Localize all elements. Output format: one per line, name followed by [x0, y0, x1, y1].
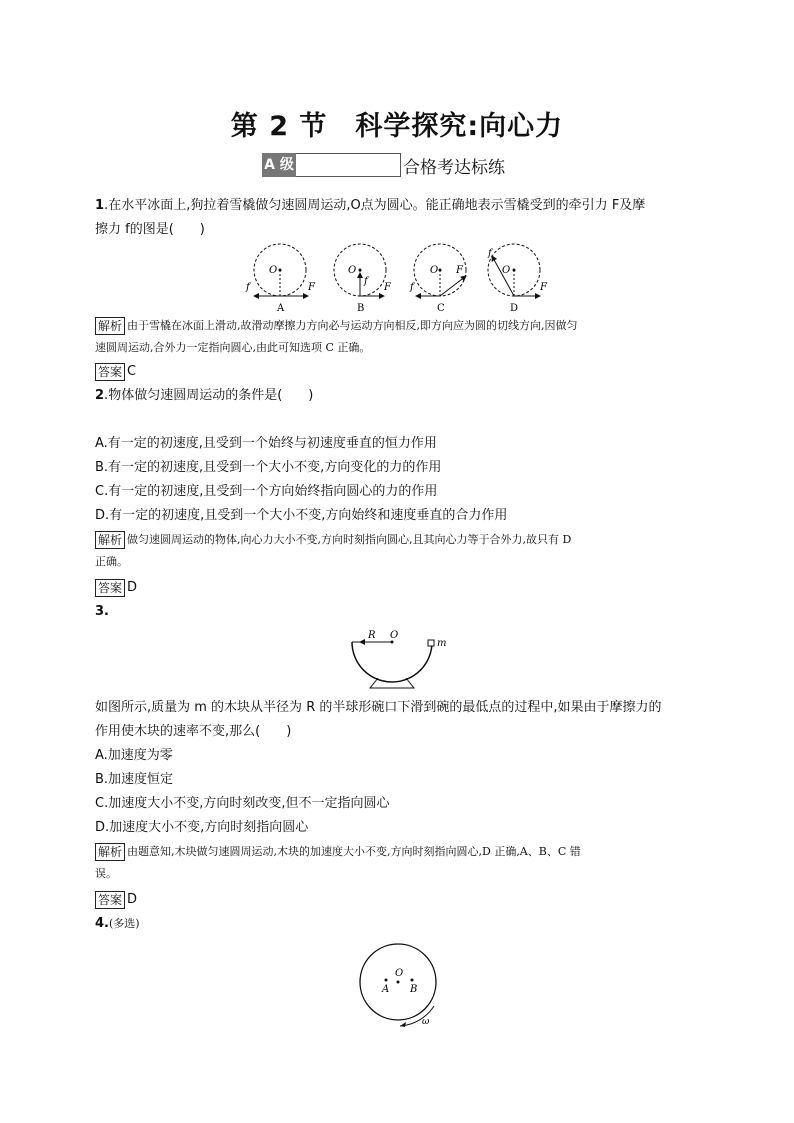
q2-analysis-line2: 正确。 — [95, 555, 128, 568]
q1-stem-line1: 1.在水平冰面上,狗拉着雪橇做匀速圆周运动,O点为圆心。能正确地表示雪橇受到的牵引力 F及摩 — [95, 198, 646, 213]
svg-text:C: C — [437, 303, 445, 314]
svg-text:O: O — [395, 968, 404, 979]
q1-stem-line2: 擦力 f的图是( ) — [95, 222, 205, 237]
svg-text:A: A — [277, 303, 285, 314]
analysis-tag: 解析 — [95, 317, 125, 335]
q3-stem-line1: 如图所示,质量为 m 的木块从半径为 R 的半球形碗口下滑到碗的最低点的过程中,如果由于摩擦力的 — [95, 700, 662, 715]
q3-analysis-line1: 解析 由题意知,木块做匀速圆周运动,木块的加速度大小不变,方向时刻指向圆心,D 正确,A、B、C 错 — [95, 842, 705, 862]
q1-answer: 答案 C — [95, 360, 705, 384]
q2-stem: 2.物体做匀速圆周运动的条件是( ) — [95, 388, 314, 403]
q2-option-a: A.有一定的初速度,且受到一个始终与初速度垂直的恒力作用 — [95, 436, 437, 451]
svg-text:O: O — [269, 265, 278, 276]
q3-option-d: D.加速度大小不变,方向时刻指向圆心 — [95, 820, 309, 835]
svg-text:O: O — [348, 265, 357, 276]
q3-stem-line2: 作用使木块的速率不变,那么( ) — [95, 724, 292, 739]
svg-text:O: O — [430, 265, 439, 276]
svg-text:B: B — [410, 984, 418, 995]
svg-text:R: R — [368, 630, 376, 641]
q1-option-b-diagram — [334, 244, 392, 314]
q3-analysis-line2: 误。 — [95, 867, 117, 880]
svg-text:f: f — [246, 282, 250, 293]
analysis-tag: 解析 — [95, 843, 125, 861]
svg-text:O: O — [390, 630, 399, 641]
q1-option-d-diagram — [487, 244, 548, 314]
q1-analysis-line1: 解析 由于雪橇在冰面上滑动,故滑动摩擦力方向必与运动方向相反,即方向应为圆的切线方向,因做匀 — [95, 316, 705, 336]
svg-text:m: m — [437, 638, 447, 649]
q2-option-c: C.有一定的初速度,且受到一个方向始终指向圆心的力的作用 — [95, 484, 438, 499]
level-badge: A 级 — [262, 153, 296, 177]
q3-bowl-figure — [348, 624, 448, 692]
level-name: 合格考达标练 — [403, 157, 505, 178]
q3-answer: 答案 D — [95, 888, 705, 912]
svg-text:D: D — [510, 303, 519, 314]
svg-text:A: A — [382, 984, 390, 995]
q2-option-d: D.有一定的初速度,且受到一个大小不变,方向始终和速度垂直的合力作用 — [95, 508, 508, 523]
page-title: 第 2 节 科学探究:向心力 — [230, 111, 564, 142]
svg-text:F: F — [456, 265, 463, 276]
answer-tag: 答案 — [95, 891, 125, 909]
q2-number: 2 — [95, 388, 105, 403]
answer-tag: 答案 — [95, 579, 125, 597]
level-blank-box — [296, 153, 401, 177]
q2-analysis-line1: 解析 做匀速圆周运动的物体,向心力大小不变,方向时刻指向圆心,且其向心力等于合外力,故只有 D — [95, 530, 705, 550]
svg-text:F: F — [308, 282, 315, 293]
svg-text:f: f — [410, 282, 414, 293]
q1-option-a-diagram — [245, 244, 316, 314]
svg-text:f: f — [364, 276, 368, 287]
q3-option-c: C.加速度大小不变,方向时刻改变,但不一定指向圆心 — [95, 796, 390, 811]
q2-answer: 答案 D — [95, 576, 705, 600]
q1-figure — [244, 240, 556, 316]
q1-option-c-diagram — [409, 244, 466, 314]
q3-option-a: A.加速度为零 — [95, 748, 173, 763]
svg-text:F: F — [384, 282, 391, 293]
analysis-tag: 解析 — [95, 531, 125, 549]
level-header — [262, 152, 505, 178]
svg-text:O: O — [502, 265, 511, 276]
answer-tag: 答案 — [95, 363, 125, 381]
svg-text:F: F — [540, 282, 547, 293]
q2-option-b: B.有一定的初速度,且受到一个大小不变,方向变化的力的作用 — [95, 460, 442, 475]
q4-number: 4. — [95, 916, 109, 931]
svg-text:B: B — [357, 303, 365, 314]
q4-note: (多选) — [108, 917, 140, 930]
q4-turntable-figure — [354, 940, 446, 1030]
q3-option-b: B.加速度恒定 — [95, 772, 174, 787]
svg-text:ω: ω — [422, 1017, 430, 1027]
q1-analysis-line2: 速圆周运动,合外力一定指向圆心,由此可知选项 C 正确。 — [95, 341, 371, 354]
q1-number: 1 — [95, 198, 105, 213]
svg-text:f: f — [488, 248, 492, 259]
q3-number: 3. — [95, 604, 109, 619]
q4-header — [95, 912, 705, 936]
